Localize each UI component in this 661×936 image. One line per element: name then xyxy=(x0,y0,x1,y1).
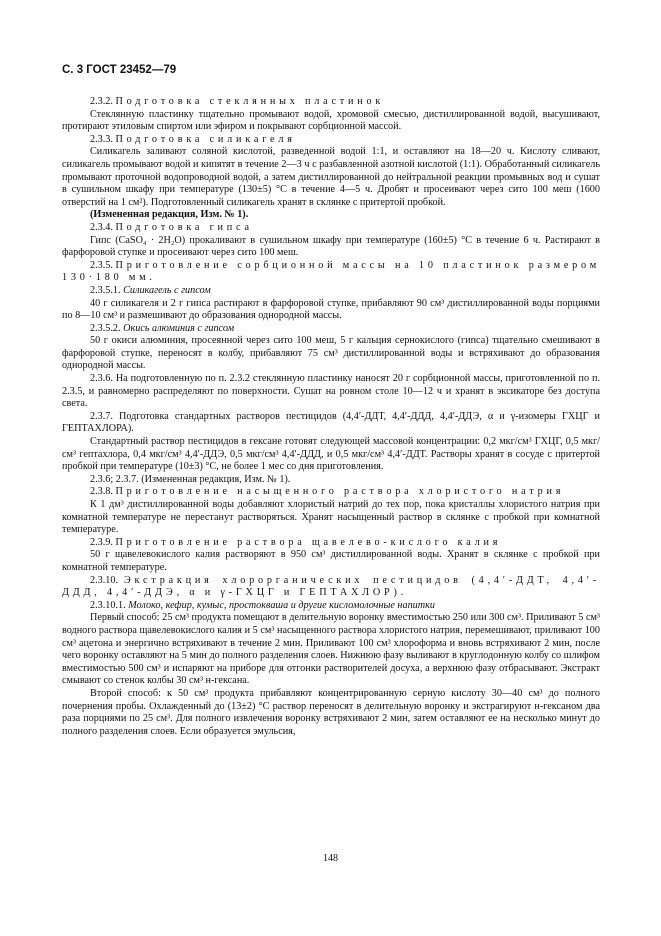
paragraph xyxy=(62,436,600,474)
section-number: 2.3.9. xyxy=(90,536,116,548)
paragraph-text: 2.3.6. На подготовленную по п. 2.3.2 стеклянную пластинку наносят 20 г сорбционной массы, приготовленной по п. 2.3.5, и равномерно распределяют по поверхности. Сушат на ровном столе 10—12 ч и хранят в эксикаторе без доступа света. xyxy=(62,373,600,410)
paragraph xyxy=(62,209,600,222)
paragraph-text: Экстракция хлорорганических пестицидов (4,4′-ДДТ, 4,4′-ДДД, 4,4′-ДДЭ, α и γ-ГХЦГ и ГЕПТАХЛОР). xyxy=(62,574,600,599)
section-number: 2.3.5. xyxy=(90,259,116,271)
paragraph-text: Стандартный раствор пестицидов в гексане готовят следующей массовой концентрации: 0,2 мкг/см³ ГХЦГ, 0,5 мкг/см³ гептахлора, 0,4 мкг/см³ 4,4′-ДДЭ, 0,5 мкг/см³ 4,4′-ДДД, и 0,5 мкг/см³ 4,4′-ДДТ. Растворы хранят в сосуде с притертой пробкой при температуре (10±3) °С, не более 1 мес со дня приготовления. xyxy=(62,436,600,473)
paragraph xyxy=(62,486,600,499)
paragraph-text: Подготовка гипса xyxy=(115,221,253,233)
paragraph xyxy=(62,222,600,235)
paragraph-text: (Измененная редакция, Изм. № 1). xyxy=(90,209,249,221)
paragraph-text: 50 г окиси алюминия, просеянной через сито 100 меш, 5 г кальция сернокислого (гипса) тщательно смешивают в фарфоровой ступке, переносят в колбу, прибавляют 75 см³ дистиллированной воды и встряхивают до образования однородной массы. xyxy=(62,335,600,372)
paragraph xyxy=(62,575,600,600)
paragraph xyxy=(62,146,600,209)
paragraph-text: Первый способ: 25 см³ продукта помещают в делительную воронку вместимостью 250 или 300 см³. Приливают 5 см³ водного раствора щавелевокислого калия и 5 см³ насыщенного раствора хлористого натрия, перемешивают, приливают 100 см³ ацетона и энергично встряхивают в течение 2 мин. Приливают 100 см³ хлороформа и вновь встряхивают 2 мин, после чего воронку оставляют на 5 мин до полного разделения слоев. Нижнюю фазу выливают в круглодонную колбу со шлифом вместимостью 500 см³ и испаряют на приборе для отгонки растворителей досуха, а верхнюю фазу отбрасывают. Экстракт смывают со стенок колбы 30 см³ н-гексана. xyxy=(62,612,600,687)
paragraph xyxy=(62,109,600,134)
paragraph xyxy=(62,612,600,688)
paragraph-text: Гипс (CaSO₄ · 2H₂O) прокаливают в сушильном шкафу при температуре (160±5) °С в течение 6 ч. Растирают в фарфоровой ступке и просеивают через сито 100 меш. xyxy=(62,234,600,259)
paragraph-text: Окись алюминия с гипсом xyxy=(123,322,235,334)
section-number: 2.3.10.1. xyxy=(90,599,129,611)
paragraph-text: 50 г щавелевокислого калия растворяют в 950 см³ дистиллированной воды. Хранят в склянке с пробкой при комнатной температуре. xyxy=(62,549,600,573)
section-number: 2.3.5.1. xyxy=(90,284,124,296)
paragraph xyxy=(62,335,600,373)
paragraph-text: Приготовление насыщенного раствора хлористого натрия xyxy=(115,486,565,498)
paragraph xyxy=(62,474,600,487)
section-number: 2.3.4. xyxy=(90,221,116,233)
paragraph xyxy=(62,260,600,285)
section-number: 2.3.8. xyxy=(90,486,116,498)
paragraph xyxy=(62,235,600,260)
paragraph-text: Второй способ: к 50 см³ продукта прибавляют концентрированную серную кислоту 30—40 см³ до полного почернения пробы. Охлажденный до (13±2) °С раствор переносят в делительную воронку и экстрагируют н-гексаном два раза порциями по 25 см³. Для полного извлечения воронку встряхивают 2 мин, затем оставляют ее на несколько минут до полного разделения слоев. Если образуется эмульсия, xyxy=(62,687,600,737)
paragraph xyxy=(62,373,600,411)
section-number: 2.3.10. xyxy=(90,574,124,586)
paragraph xyxy=(62,499,600,537)
paragraph xyxy=(62,323,600,336)
paragraph-text: Силикагель с гипсом xyxy=(123,284,211,296)
page-number: 148 xyxy=(323,853,338,864)
paragraph xyxy=(62,688,600,738)
paragraph-text: Приготовление раствора щавелево-кислого калия xyxy=(115,536,502,548)
paragraph xyxy=(62,134,600,147)
section-number: 2.3.5.2. xyxy=(90,322,124,334)
paragraph-text: Подготовка стеклянных пластинок xyxy=(115,96,385,107)
section-number: 2.3.3. xyxy=(90,133,116,145)
paragraph-text: Стеклянную пластинку тщательно промывают водой, хромовой смесью, дистиллированной водой, высушивают, протирают этиловым спиртом или эфиром и покрывают сорбционной массой. xyxy=(62,108,600,133)
paragraph-text: Приготовление сорбционной массы на 10 пластинок размером 130·180 мм. xyxy=(62,259,601,284)
paragraph-text: К 1 дм³ дистиллированной воды добавляют хлористый натрий до тех пор, пока кристаллы хлористого натрия при комнатной температуре не перестанут растворяться. Хранят насыщенный раствор в склянке с пробкой при комнатной температуре. xyxy=(62,499,600,536)
paragraph xyxy=(62,537,600,550)
paragraph xyxy=(62,411,600,436)
section-number: 2.3.2. xyxy=(90,96,116,107)
paragraph xyxy=(62,285,600,298)
page-header: С. 3 ГОСТ 23452—79 xyxy=(62,64,177,76)
paragraph xyxy=(62,298,600,323)
paragraph xyxy=(62,96,600,109)
paragraph-text: Силикагель заливают соляной кислотой, разведенной водой 1:1, и оставляют на 18—20 ч. Кислоту сливают, силикагель промывают водой и кипятят в течение 2—3 ч с разбавленной азотной кислотой (1:1). Обработанный силикагель промывают проточной водопроводной водой, а затем дистиллированной до нейтральной реакции промывных вод и сушат в сушильном шкафу при температуре (130±5) °С в течение 4—5 ч. Дробят и просеивают через сито 100 меш (1600 отверстий на 1 см²). Подготовленный силикагель хранят в склянке с притертой пробкой. xyxy=(62,146,600,208)
paragraph xyxy=(62,549,600,574)
paragraph-text: Молоко, кефир, кумыс, простокваша и другие кисломолочные напитки xyxy=(128,599,435,611)
paragraph xyxy=(62,600,600,613)
paragraph-text: 2.3.7. Подготовка стандартных растворов пестицидов (4,4′-ДДТ, 4,4′-ДДД, 4,4′-ДДЭ, α и γ-изомеры ГХЦГ и ГЕПТАХЛОРА). xyxy=(62,410,600,435)
document-body xyxy=(62,96,600,738)
paragraph-text: Подготовка силикагеля xyxy=(115,133,296,145)
paragraph-text: 40 г силикагеля и 2 г гипса растирают в фарфоровой ступке, прибавляют 90 см³ дистиллированной воды порциями по 8—10 см³ и размешивают до образования однородной массы. xyxy=(62,297,600,322)
paragraph-text: 2.3.6; 2.3.7. (Измененная редакция, Изм. № 1). xyxy=(90,473,291,485)
